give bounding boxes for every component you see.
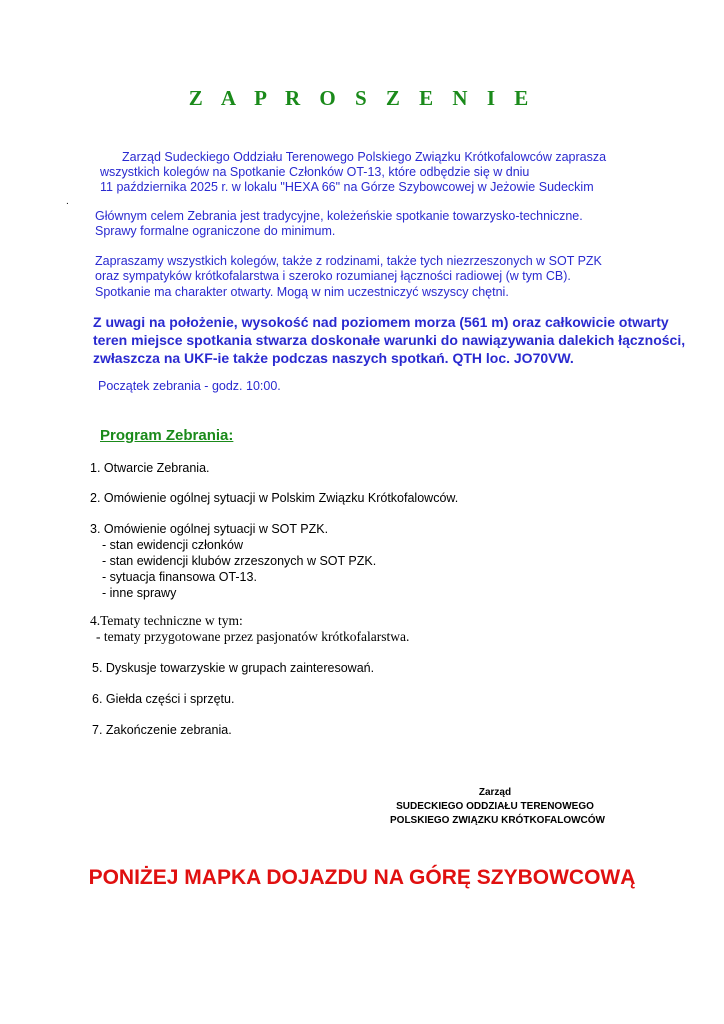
intro-line-1: Zarząd Sudeckiego Oddziału Terenowego Polskiego Związku Krótkofalowców zaprasza	[122, 150, 607, 164]
location-line-3: zwłaszcza na UKF-ie także podczas naszych spotkań. QTH loc. JO70VW.	[93, 350, 574, 366]
program-item-3-sub-4: - inne sprawy	[102, 586, 177, 600]
page-title: Z A P R O S Z E N I E	[188, 86, 536, 110]
location-line-2: teren miejsce spotkania stwarza doskonałe warunki do nawiązywania dalekich łączności,	[93, 332, 686, 348]
program-item-3-sub-3: - sytuacja finansowa OT-13.	[102, 570, 257, 584]
program-item-3: 3. Omówienie ogólnej sytuacji w SOT PZK.	[90, 522, 329, 536]
signature-line-2: SUDECKIEGO ODDZIAŁU TERENOWEGO	[396, 801, 594, 812]
program-item-7: 7. Zakończenie zebrania.	[92, 723, 232, 737]
program-item-2: 2. Omówienie ogólnej sytuacji w Polskim Związku Krótkofalowców.	[90, 491, 459, 505]
program-item-4: 4.Tematy techniczne w tym:	[90, 613, 243, 628]
invite-line-2: oraz sympatyków krótkofalarstwa i szeroko rozumianej łączności radiowej (w tym CB).	[95, 269, 571, 283]
invite-line-3: Spotkanie ma charakter otwarty. Mogą w nim uczestniczyć wszyscy chętni.	[95, 285, 509, 299]
program-item-1: 1. Otwarcie Zebrania.	[90, 461, 210, 475]
program-item-5: 5. Dyskusje towarzyskie w grupach zainteresowań.	[92, 661, 375, 675]
program-item-6: 6. Giełda części i sprzętu.	[92, 692, 235, 706]
intro-line-3: 11 października 2025 r. w lokalu "HEXA 66" na Górze Szybowcowej w Jeżowie Sudeckim	[100, 180, 594, 194]
intro-line-2: wszystkich kolegów na Spotkanie Członków OT-13, które odbędzie się w dniu	[100, 165, 530, 179]
signature-line-1: Zarząd	[478, 787, 512, 798]
location-line-1: Z uwagi na położenie, wysokość nad poziomem morza (561 m) oraz całkowicie otwarty	[93, 314, 669, 330]
purpose-line-2: Sprawy formalne ograniczone do minimum.	[95, 224, 336, 238]
invite-line-1: Zapraszamy wszystkich kolegów, także z rodzinami, także tych niezrzeszonych w SOT PZK	[95, 254, 602, 268]
signature-line-3: POLSKIEGO ZWIĄZKU KRÓTKOFALOWCÓW	[390, 815, 605, 826]
stray-dot: .	[66, 196, 69, 207]
purpose-line-1: Głównym celem Zebrania jest tradycyjne, koleżeńskie spotkanie towarzysko-techniczne.	[95, 209, 583, 223]
program-item-4-sub-1: - tematy przygotowane przez pasjonatów krótkofalarstwa.	[96, 629, 410, 644]
program-title: Program Zebrania:	[100, 427, 234, 444]
map-note-heading: PONIŻEJ MAPKA DOJAZDU NA GÓRĘ SZYBOWCOWĄ	[88, 866, 636, 889]
start-time: Początek zebrania - godz. 10:00.	[98, 379, 281, 393]
program-item-3-sub-1: - stan ewidencji członków	[102, 538, 244, 552]
program-item-3-sub-2: - stan ewidencji klubów zrzeszonych w SOT PZK.	[102, 554, 377, 568]
